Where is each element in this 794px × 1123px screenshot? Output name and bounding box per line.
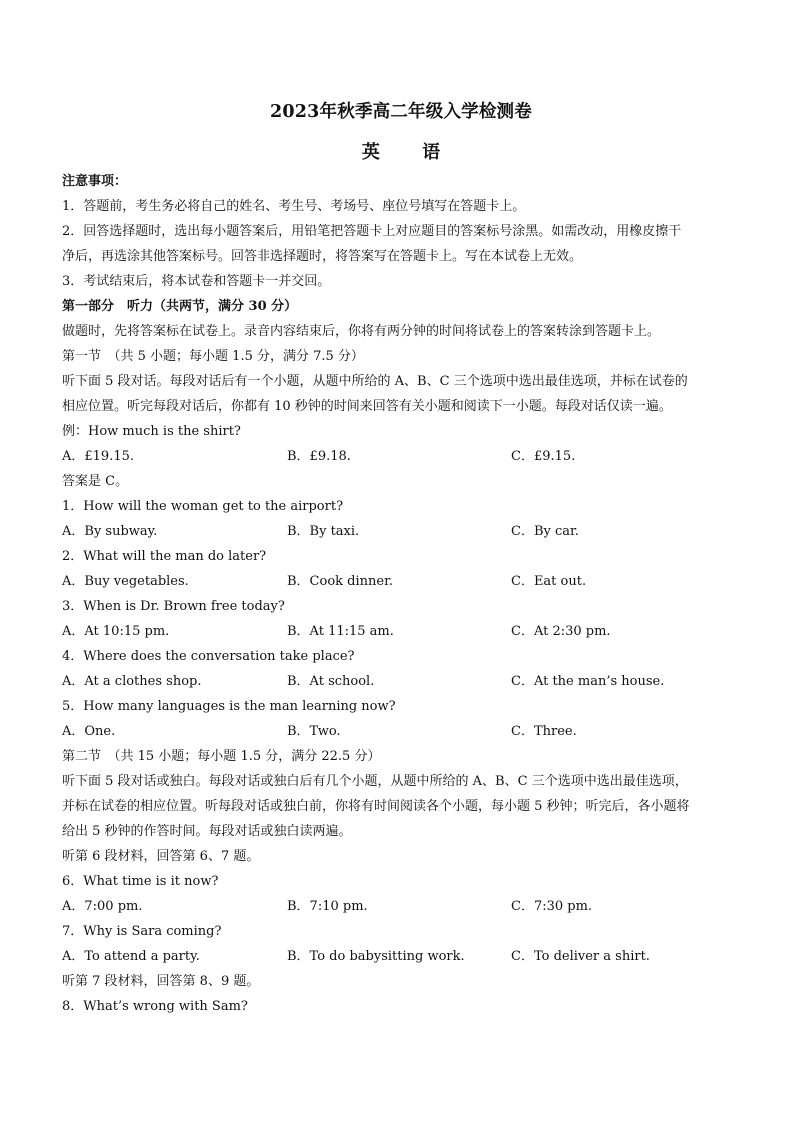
example-question: 例：How much is the shirt? (62, 424, 241, 439)
option-c: C．7:30 pm. (511, 899, 593, 914)
option-c: C．Eat out. (511, 574, 587, 589)
option-a: A．To attend a party. (62, 949, 200, 964)
question-6: 6．What time is it now? (62, 874, 219, 889)
question-5: 5．How many languages is the man learning now? (62, 699, 396, 714)
option-b: B．To do babysitting work. (287, 949, 465, 964)
option-b: B．7:10 pm. (287, 899, 368, 914)
option-b: B．Cook dinner. (287, 574, 393, 589)
group-lead: 听第 7 段材料，回答第 8、9 题。 (62, 974, 260, 989)
option-b: B．Two. (287, 724, 341, 739)
question-2-options (62, 573, 740, 591)
question-4-options (62, 673, 740, 691)
subject-title: 英 语 (361, 142, 459, 163)
part1-intro: 做题时，先将答案标在试卷上。录音内容结束后，你将有两分钟的时间将试卷上的答案转涂到答题卡上。 (62, 324, 661, 339)
option-a: A．Buy vegetables. (62, 574, 189, 589)
option-c: C．To deliver a shirt. (511, 949, 650, 964)
example-answer: 答案是 C。 (62, 474, 129, 489)
option-c: C．By car. (511, 524, 579, 539)
option-a: A．At 10:15 pm. (62, 624, 170, 639)
section2-instructions: 并标在试卷的相应位置。听每段对话或独白前，你将有时间阅读各个小题，每小题 5 秒钟；听完后，各小题将 (62, 799, 690, 814)
option-a: A．By subway. (62, 524, 158, 539)
question-3: 3．When is Dr. Brown free today? (62, 599, 285, 614)
notice-item: 2．回答选择题时，选出每小题答案后，用铅笔把答题卡上对应题目的答案标号涂黑。如需改动，用橡皮擦干 (62, 224, 682, 239)
section1-heading: 第一节 （共 5 小题；每小题 1.5 分，满分 7.5 分） (62, 349, 364, 364)
question-3-options (62, 623, 740, 641)
question-8: 8．What’s wrong with Sam? (62, 999, 248, 1014)
notice-item: 1．答题前，考生务必将自己的姓名、考生号、考场号、座位号填写在答题卡上。 (62, 199, 526, 214)
option-b: B．By taxi. (287, 524, 360, 539)
option-a: A．At a clothes shop. (62, 674, 202, 689)
option-b: B．£9.18. (287, 449, 351, 464)
option-b: B．At 11:15 am. (287, 624, 394, 639)
notice-heading: 注意事项： (62, 174, 128, 189)
section1-instructions: 听下面 5 段对话。每段对话后有一个小题，从题中所给的 A、B、C 三个选项中选出最佳选项，并标在试卷的 (62, 374, 688, 389)
group-lead: 听第 6 段材料，回答第 6、7 题。 (62, 849, 260, 864)
option-c: C．At 2:30 pm. (511, 624, 611, 639)
question-1: 1．How will the woman get to the airport? (62, 499, 344, 514)
section1-instructions: 相应位置。听完每段对话后，你都有 10 秒钟的时间来回答有关小题和阅读下一小题。每段对话仅读一遍。 (62, 399, 672, 414)
notice-item: 净后，再选涂其他答案标号。回答非选择题时，将答案写在答题卡上。写在本试卷上无效。 (62, 249, 583, 264)
section2-instructions: 听下面 5 段对话或独白。每段对话或独白后有几个小题，从题中所给的 A、B、C 三个选项中选出最佳选项， (62, 774, 688, 789)
option-c: C．At the man’s house. (511, 674, 665, 689)
option-b: B．At school. (287, 674, 375, 689)
question-5-options (62, 723, 740, 741)
question-4: 4．Where does the conversation take place? (62, 649, 355, 664)
question-6-options (62, 898, 740, 916)
section2-instructions: 给出 5 秒钟的作答时间。每段对话或独白读两遍。 (62, 824, 352, 839)
option-a: A．7:00 pm. (62, 899, 143, 914)
question-7-options (62, 948, 740, 966)
notice-item: 3．考试结束后，将本试卷和答题卡一并交回。 (62, 274, 331, 289)
option-a: A．One. (62, 724, 116, 739)
question-2: 2．What will the man do later? (62, 549, 267, 564)
question-7: 7．Why is Sara coming? (62, 924, 222, 939)
question-1-options (62, 523, 740, 541)
exam-title: 2023年秋季高二年级入学检测卷 (270, 102, 532, 122)
part1-heading: 第一部分 听力（共两节，满分 30 分） (62, 299, 298, 314)
option-a: A．£19.15. (62, 449, 135, 464)
option-c: C．Three. (511, 724, 577, 739)
example-options (62, 448, 740, 466)
option-c: C．£9.15. (511, 449, 576, 464)
section2-heading: 第二节 （共 15 小题；每小题 1.5 分，满分 22.5 分） (62, 749, 381, 764)
